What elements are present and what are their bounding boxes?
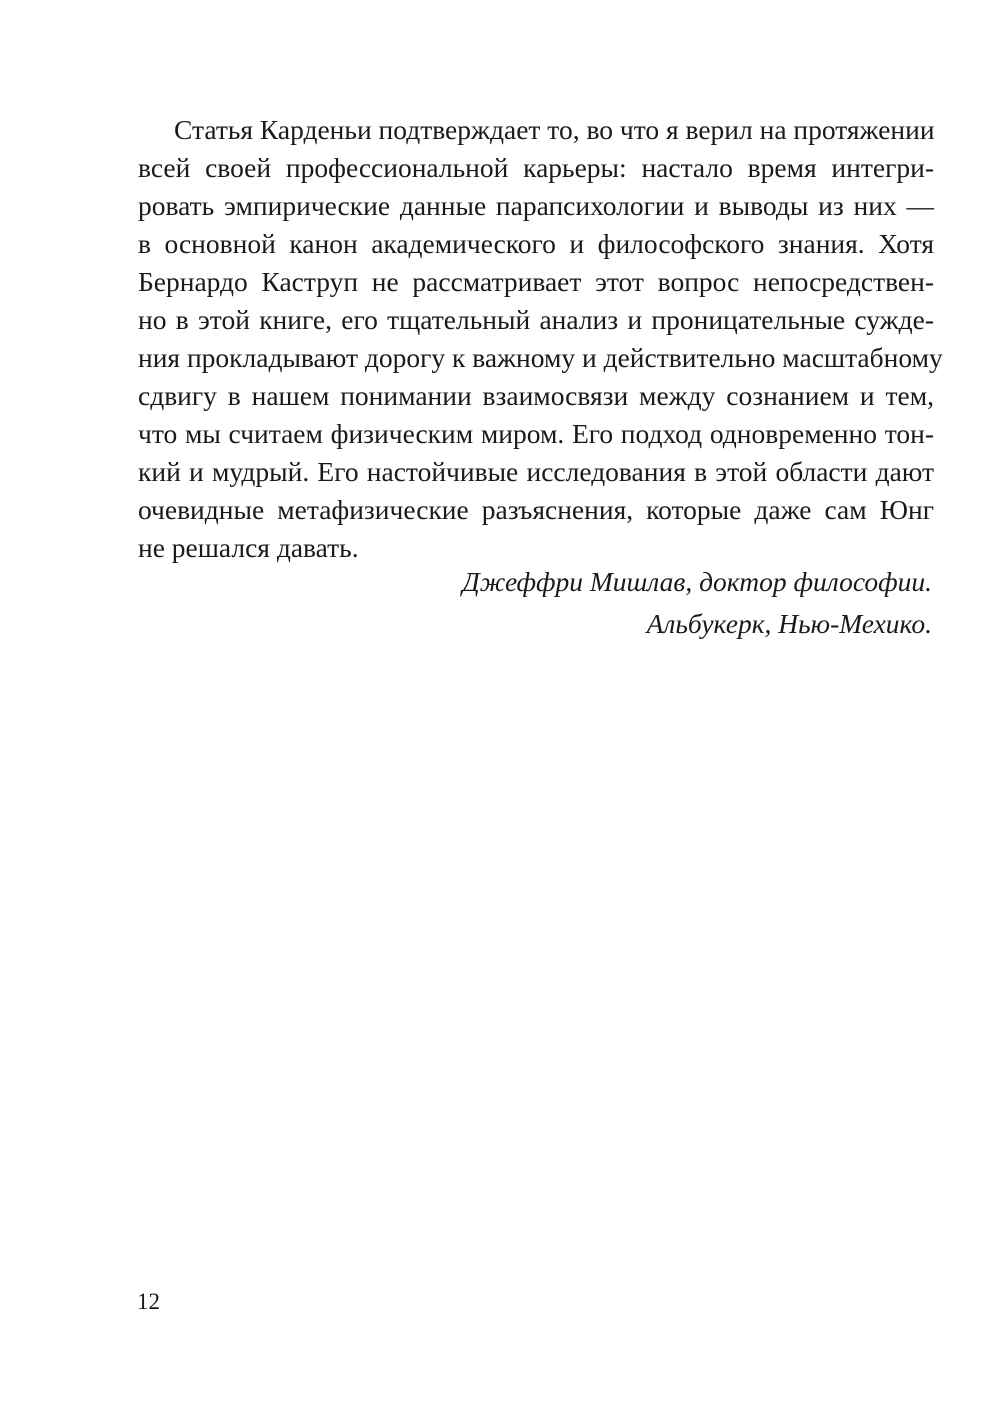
paragraph-line: Бернардо Каструп не рассматривает этот вопрос непосредствен- — [138, 266, 934, 297]
paragraph-line: но в этой книге, его тщательный анализ и проницательные сужде- — [138, 304, 934, 335]
paragraph-line: ровать эмпирические данные парапсихологии и выводы из них — — [138, 190, 934, 221]
signature-author: Джеффри Мишлав, доктор философии. — [462, 566, 932, 597]
paragraph-line: ния прокладывают дорогу к важному и действительно масштабному — [138, 342, 943, 373]
paragraph-line: сдвигу в нашем понимании взаимосвязи между сознанием и тем, — [138, 380, 934, 411]
paragraph-line: очевидные метафизические разъяснения, которые даже сам Юнг — [138, 494, 934, 525]
signature-block — [462, 561, 932, 645]
paragraph-line: не решался давать. — [138, 532, 359, 563]
paragraph-line: в основной канон академического и философского знания. Хотя — [138, 228, 934, 259]
paragraph-line: всей своей профессиональной карьеры: настало время интегри- — [138, 152, 934, 183]
paragraph-line: кий и мудрый. Его настойчивые исследования в этой области дают — [138, 456, 934, 487]
body-paragraph — [138, 111, 943, 567]
page-number: 12 — [137, 1289, 160, 1314]
paragraph-line: Статья Карденьи подтверждает то, во что я верил на протяжении — [174, 114, 935, 145]
paragraph-line: что мы считаем физическим миром. Его подход одновременно тон- — [138, 418, 934, 449]
signature-place: Альбукерк, Нью-Мехико. — [646, 608, 932, 639]
